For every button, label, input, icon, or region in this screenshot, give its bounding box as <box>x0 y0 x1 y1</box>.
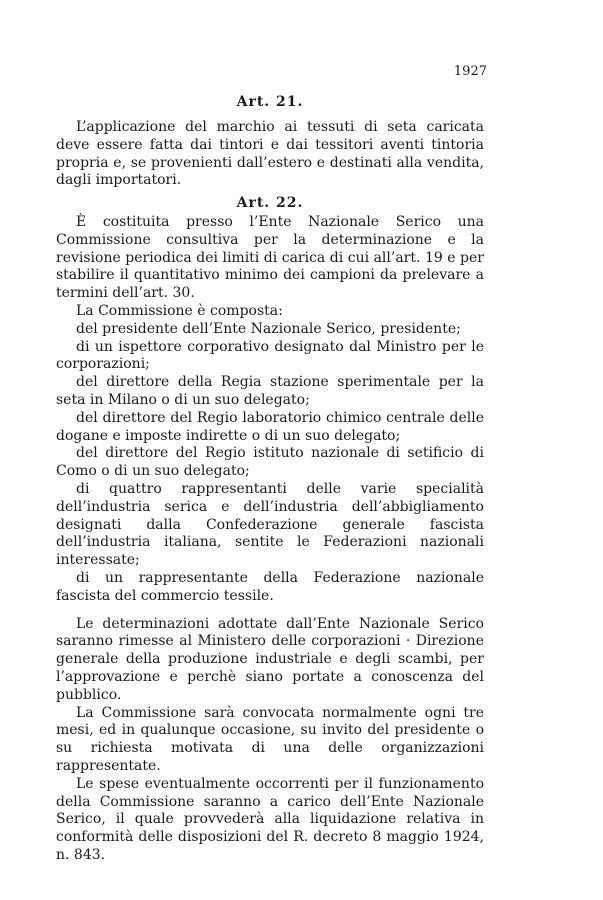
article-21-paragraph: L’applicazione del marchio ai tessuti di seta caricata deve essere fatta dai tintori e dai tessitori aventi tintoria propria e, se provenienti dall’estero e destinati alla vendita, dagli importatori. <box>56 119 484 189</box>
convocation-paragraph: La Commissione sarà convocata normalmente ogni tre mesi, ed in qualunque occasione, su invito del presidente o su richiesta motivata di una delle organizzazioni rappresentate. <box>56 704 484 774</box>
expenses-paragraph: Le spese eventualmente occorrenti per il funzionamento della Commissione saranno a carico dell’Ente Nazionale Serico, il quale provvederà alla liquidazione relativa in conformità delle disposizioni del R. decreto 8 maggio 1924, n. 843. <box>56 775 484 863</box>
member-item: di un ispettore corporativo designato dal Ministro per le corporazioni; <box>56 338 484 373</box>
page-number: 1927 <box>453 64 487 79</box>
article-22-intro: È costituita presso l’Ente Nazionale Serico una Commissione consultiva per la determinazione e la revisione periodica dei limiti di carica di cui all’art. 19 e per stabilire il quantitativo minimo dei campioni da prelevare a termini dell’art. 30. <box>56 214 484 302</box>
member-item: del direttore del Regio laboratorio chimico centrale delle dogane e imposte indirette o di un suo delegato; <box>56 409 484 444</box>
member-item: del direttore della Regia stazione sperimentale per la seta in Milano o di un suo delegato; <box>56 374 484 408</box>
member-item: di un rappresentante della Federazione nazionale fascista del commercio tessile. <box>56 569 484 604</box>
member-item: di quattro rappresentanti delle varie specialità dell’industria serica e dell’industria dell’abbigliamento designati dalla Confederazione generale fascista dell’industria italiana, sentite le Federazioni nazionali interessate; <box>56 480 484 569</box>
article-21-heading: Art. 21. <box>236 94 304 110</box>
article-22-heading: Art. 22. <box>236 195 304 211</box>
article-22-body <box>56 214 484 865</box>
spacer <box>56 606 484 616</box>
member-item: del direttore del Regio istituto nazionale di setificio di Como o di un suo delegato; <box>56 445 484 480</box>
determinations-paragraph: Le determinazioni adottate dall’Ente Nazionale Serico saranno rimesse al Ministero delle corporazioni · Direzione generale della produzione industriale e degli scambi, per l’approvazione e perchè siano portate a conoscenza del pubblico. <box>56 615 484 703</box>
article-21-body <box>56 119 484 190</box>
member-item: del presidente dell’Ente Nazionale Serico, presidente; <box>76 320 461 337</box>
commission-composition-intro: La Commissione è composta: <box>76 302 283 319</box>
